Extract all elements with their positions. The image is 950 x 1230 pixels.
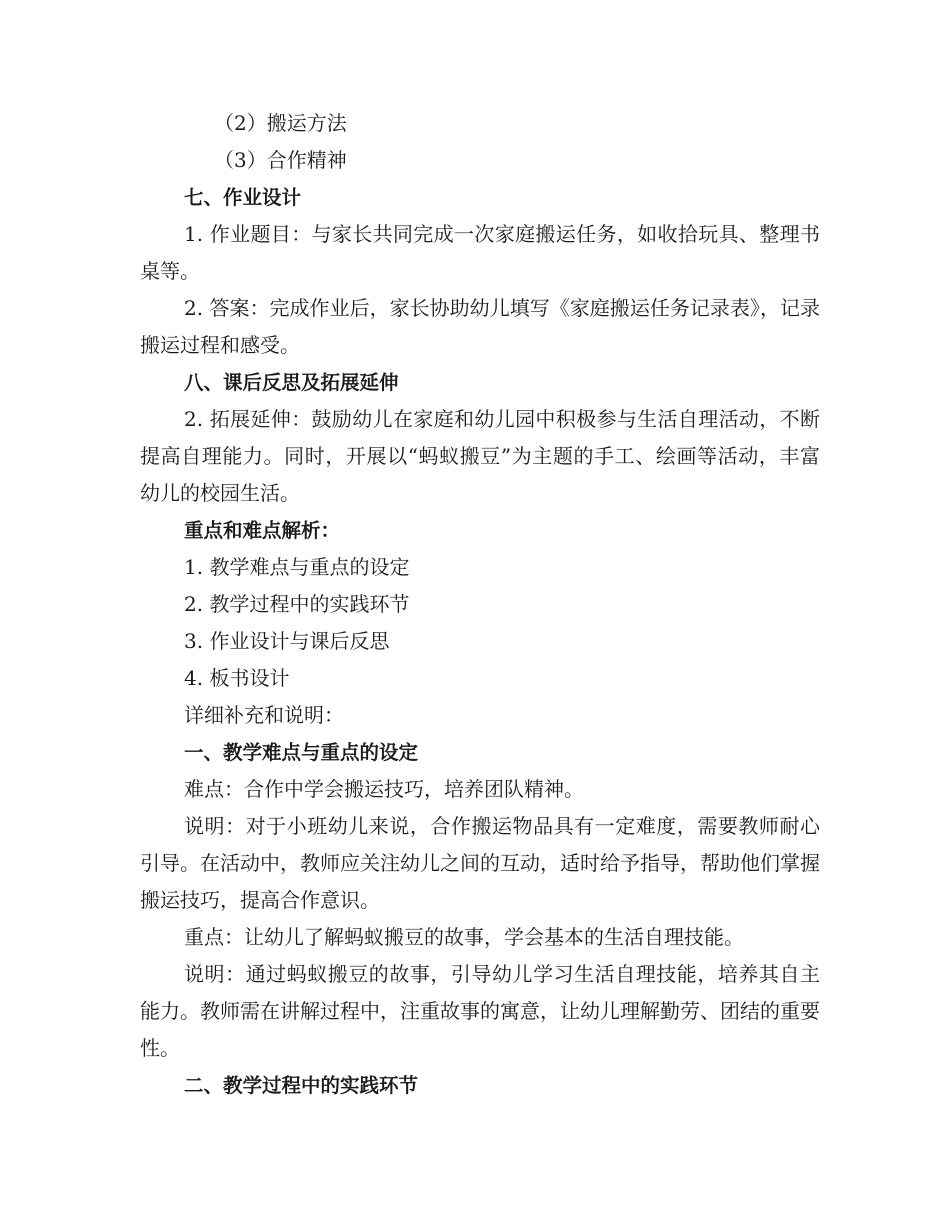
homework-answer-paragraph: 2. 答案：完成作业后，家长协助幼儿填写《家庭搬运任务记录表》，记录搬运过程和感受。 [140, 296, 820, 357]
key-point-paragraph: 重点：让幼儿了解蚂蚁搬豆的故事，学会基本的生活自理技能。 [184, 925, 744, 949]
extension-paragraph: 2. 拓展延伸：鼓励幼儿在家庭和幼儿园中积极参与生活自理活动，不断提高自理能力。同时，开展以“蚂蚁搬豆”为主题的手工、绘画等活动，丰富幼儿的校园生活。 [140, 407, 820, 505]
document-body [140, 105, 820, 1104]
difficulty-paragraph: 难点：合作中学会搬运技巧，培养团队精神。 [184, 777, 584, 801]
list-item-cooperation: （3）合作精神 [214, 148, 347, 172]
section-heading-homework: 七、作业设计 [184, 186, 302, 209]
analysis-item-3: 3. 作业设计与课后反思 [184, 629, 390, 653]
supplement-label: 详细补充和说明： [184, 703, 344, 727]
section-heading-practice: 二、教学过程中的实践环节 [184, 1074, 419, 1097]
section-heading-difficulty: 一、教学难点与重点的设定 [184, 741, 419, 764]
analysis-heading: 重点和难点解析： [184, 519, 341, 542]
homework-task-paragraph: 1. 作业题目：与家长共同完成一次家庭搬运任务，如收拾玩具、整理书桌等。 [140, 222, 820, 283]
analysis-item-2: 2. 教学过程中的实践环节 [184, 592, 410, 616]
section-heading-reflection: 八、课后反思及拓展延伸 [184, 371, 399, 394]
key-point-explanation-paragraph: 说明：通过蚂蚁搬豆的故事，引导幼儿学习生活自理技能，培养其自主能力。教师需在讲解过程中，注重故事的寓意，让幼儿理解勤劳、团结的重要性。 [140, 962, 820, 1060]
analysis-item-1: 1. 教学难点与重点的设定 [184, 555, 410, 579]
list-item-method: （2）搬运方法 [214, 111, 347, 135]
difficulty-explanation-paragraph: 说明：对于小班幼儿来说，合作搬运物品具有一定难度，需要教师耐心引导。在活动中，教师应关注幼儿之间的互动，适时给予指导，帮助他们掌握搬运技巧，提高合作意识。 [140, 814, 820, 912]
analysis-item-4: 4. 板书设计 [184, 666, 290, 690]
